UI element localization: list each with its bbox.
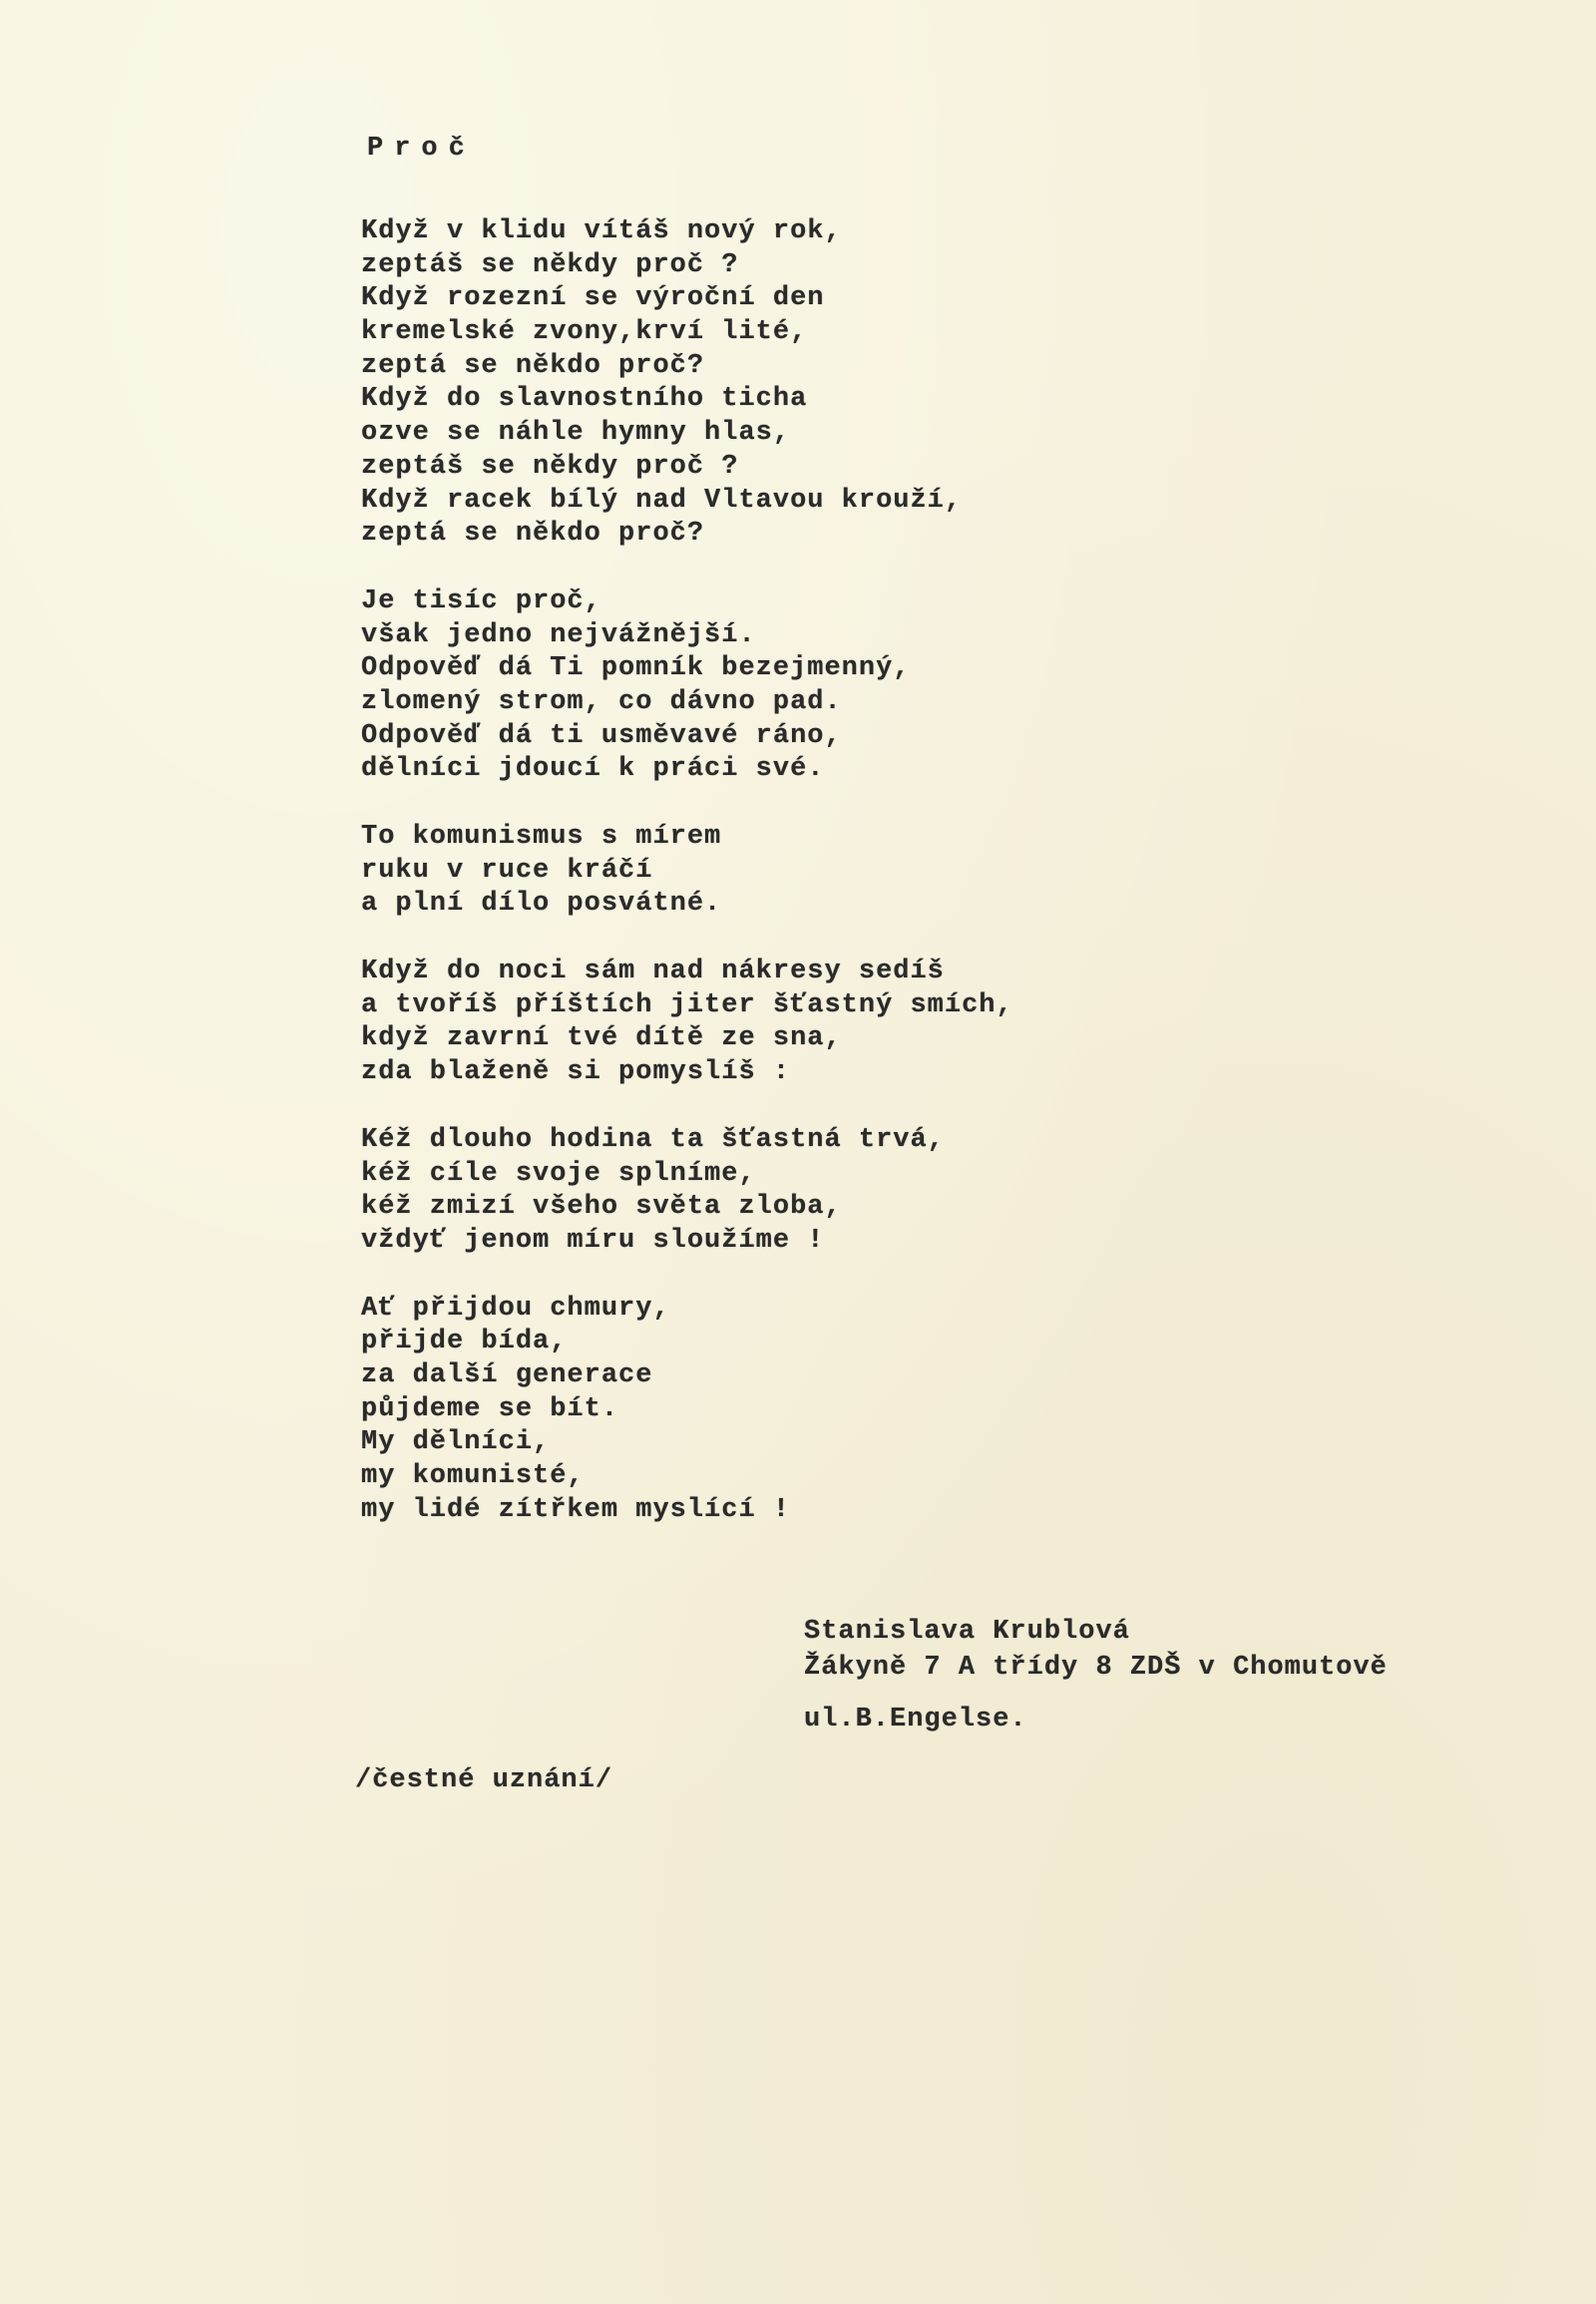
stanza-6	[361, 1293, 1359, 1528]
poem-line: Ať přijdou chmury,	[361, 1293, 670, 1324]
poem-body	[361, 215, 1359, 1561]
poem-line: kremelské zvony,krví lité,	[361, 317, 808, 348]
stanza-2	[361, 585, 1359, 787]
poem-line: Když v klidu vítáš nový rok,	[361, 216, 842, 246]
poem-line: půjdeme se bít.	[361, 1393, 619, 1424]
poem-line: Když racek bílý nad Vltavou krouží,	[361, 485, 963, 516]
poem-line: přijde bída,	[361, 1327, 568, 1357]
stanza-1	[361, 215, 1359, 552]
poem-line: zlomený strom, co dávno pad.	[361, 686, 842, 717]
poem-line: kéž zmizí všeho světa zloba,	[361, 1192, 842, 1223]
author-school: Žákyně 7 A třídy 8 ZDŠ v Chomutově	[804, 1653, 1388, 1683]
poem-line: To komunismus s mírem	[361, 822, 722, 852]
author-signature-block	[804, 1614, 1562, 1737]
poem-line: my lidé zítřkem myslící !	[361, 1494, 791, 1525]
author-name: Stanislava Krublová	[804, 1617, 1130, 1647]
poem-line: kéž cíle svoje splníme,	[361, 1158, 756, 1189]
poem-line: Když do noci sám nad nákresy sedíš	[361, 957, 945, 987]
stanza-3	[361, 821, 1359, 922]
poem-line: zeptá se někdo proč?	[361, 519, 705, 550]
poem-title: Proč	[367, 134, 476, 164]
author-address: ul.B.Engelse.	[804, 1705, 1027, 1734]
poem-line: dělníci jdoucí k práci své.	[361, 754, 825, 785]
poem-line: když zavrní tvé dítě ze sna,	[361, 1023, 842, 1054]
poem-line: Když rozezní se výroční den	[361, 283, 825, 314]
poem-line: Odpověď dá ti usměvavé ráno,	[361, 720, 842, 751]
poem-line: zeptáš se někdy proč ?	[361, 249, 739, 280]
poem-line: ruku v ruce kráčí	[361, 855, 653, 886]
poem-line: a plní dílo posvátné.	[361, 889, 722, 920]
poem-line: zeptáš se někdy proč ?	[361, 451, 739, 482]
stanza-4	[361, 956, 1359, 1090]
poem-line: vždyť jenom míru sloužíme !	[361, 1225, 825, 1256]
poem-line: zda blaženě si pomyslíš :	[361, 1057, 791, 1088]
poem-line: však jedno nejvážnější.	[361, 619, 756, 650]
poem-line: ozve se náhle hymny hlas,	[361, 418, 791, 449]
honor-note: /čestné uznání/	[355, 1765, 613, 1795]
stanza-5	[361, 1124, 1359, 1259]
poem-line: a tvoříš příštích jiter šťastný smích,	[361, 989, 1013, 1020]
poem-line: za další generace	[361, 1359, 653, 1390]
poem-line: My dělníci,	[361, 1427, 551, 1458]
poem-line: Kéž dlouho hodina ta šťastná trvá,	[361, 1124, 945, 1155]
poem-line: Je tisíc proč,	[361, 585, 601, 616]
poem-line: my komunisté,	[361, 1461, 585, 1491]
poem-line: Odpověď dá Ti pomník bezejmenný,	[361, 653, 911, 684]
poem-line: zeptá se někdo proč?	[361, 350, 705, 381]
poem-line: Když do slavnostního ticha	[361, 384, 808, 415]
